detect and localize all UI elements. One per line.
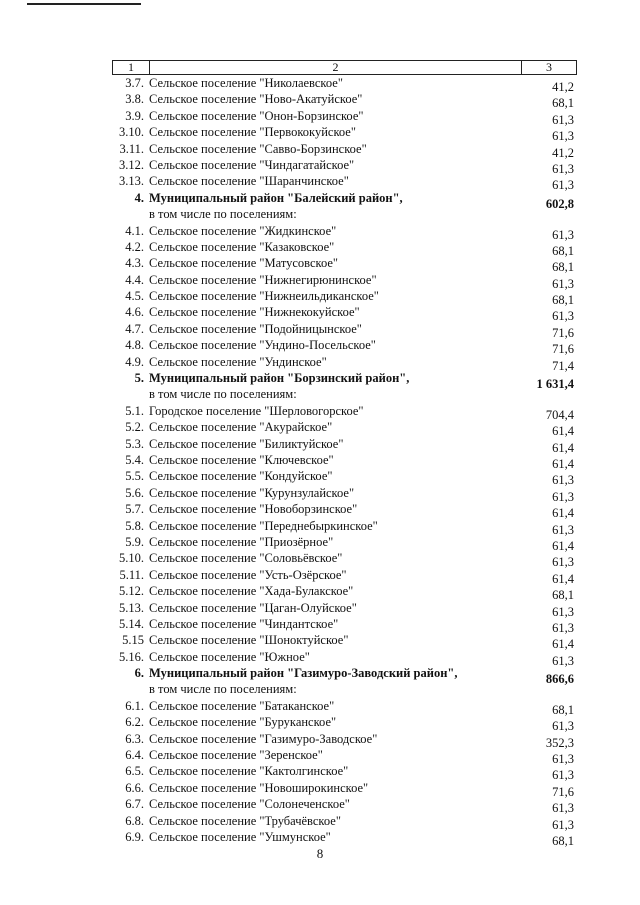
row-number: 5.10. [119,551,144,566]
row-name: Сельское поселение "Подойницынское" [149,321,362,336]
table-row [112,731,577,750]
row-name: Сельское поселение "Переднебыркинское" [149,518,378,533]
district-row [112,370,577,392]
row-value: 61,3 [552,473,574,488]
row-name: Сельское поселение "Ундино-Посельское" [149,338,376,353]
row-name: в том числе по поселениям: [149,682,297,697]
header-col-2: 2 [149,61,522,74]
row-value: 61,3 [552,489,574,504]
row-value: 41,2 [552,145,574,160]
row-number: 6.6. [125,780,144,795]
row-value: 352,3 [545,735,574,750]
row-number: 5.14. [119,616,144,631]
row-name: Сельское поселение "Нижнеильдиканское" [149,289,379,304]
row-value: 61,4 [552,424,574,439]
district-row [112,665,577,687]
row-value: 61,3 [552,604,574,619]
table-row [112,173,577,193]
row-number: 3.9. [125,108,144,123]
row-name: Сельское поселение "Кактолгинское" [149,764,349,779]
allocation-table [112,60,577,848]
row-number: 4.6. [125,305,144,320]
row-number: 6.2. [125,715,144,730]
row-number: 5.7. [125,502,144,517]
table-row [112,468,577,488]
table-row [112,419,577,439]
row-value: 61,4 [552,637,574,652]
row-value: 61,4 [552,538,574,553]
row-name: Сельское поселение "Усть-Озёрское" [149,567,347,582]
row-value: 61,3 [552,752,574,767]
row-value: 61,3 [552,522,574,537]
table-row [112,501,577,521]
row-value: 68,1 [552,833,574,848]
row-value: 71,6 [552,784,574,799]
row-number: 5.6. [125,485,144,500]
row-value: 704,4 [545,407,574,422]
table-row [112,714,577,734]
table-row [112,337,577,357]
header-col-3: 3 [546,60,552,74]
row-number: 6.9. [125,829,144,844]
row-value: 61,4 [552,571,574,586]
row-value: 68,1 [552,243,574,258]
row-name: Сельское поселение "Нижнекокуйское" [149,305,360,320]
row-name: Сельское поселение "Онон-Борзинское" [149,108,364,123]
district-row [112,190,577,211]
row-value: 866,6 [545,672,574,687]
top-rule [27,3,141,5]
row-name: Сельское поселение "Курунзулайское" [149,485,355,500]
table-row [112,124,577,144]
row-value: 61,3 [552,309,574,324]
table-header [112,60,577,75]
row-name: Сельское поселение "Трубачёвское" [149,813,341,828]
row-value: 61,3 [552,555,574,570]
row-number: 5.8. [125,518,144,533]
row-value: 61,3 [552,620,574,635]
row-number: 5.4. [125,452,144,467]
row-name: Сельское поселение "Жидкинское" [149,223,337,238]
table-row [112,829,577,848]
row-number: 6. [134,666,144,681]
row-value: 61,3 [552,161,574,176]
row-name: Сельское поселение "Ключевское" [149,452,334,467]
subheading-row [112,206,577,222]
row-number: 5.16. [119,649,144,664]
table-row [112,813,577,832]
row-name: Сельское поселение "Шоноктуйское" [149,633,349,648]
table-row [112,304,577,324]
row-value: 61,4 [552,456,574,471]
table-row [112,518,577,537]
table-row [112,550,577,570]
row-number: 5.13. [119,600,144,615]
header-col-1: 1 [128,60,134,74]
row-name: Сельское поселение "Цаган-Олуйское" [149,600,357,615]
row-name: Сельское поселение "Буруканское" [149,715,337,730]
row-name: Сельское поселение "Кондуйское" [149,469,333,484]
table-row [112,649,577,668]
row-number: 6.3. [125,731,144,746]
row-name: Сельское поселение "Ушмунское" [149,829,331,844]
row-number: 4.3. [125,256,144,271]
table-row [112,452,577,471]
row-number: 5.3. [125,436,144,451]
row-number: 3.10. [119,125,144,140]
row-value: 68,1 [552,702,574,717]
table-row [112,91,577,111]
row-value: 71,6 [552,342,574,357]
table-row [112,567,577,586]
row-value: 61,3 [552,112,574,127]
row-number: 4.5. [125,289,144,304]
row-name: Сельское поселение "Ново-Акатуйское" [149,92,363,107]
row-number: 4.1. [125,223,144,238]
row-name: Сельское поселение "Николаевское" [149,76,343,90]
row-name: Сельское поселение "Соловьёвское" [149,551,343,566]
row-value: 68,1 [552,260,574,275]
row-name: в том числе по поселениям: [149,387,297,402]
row-number: 4.4. [125,272,144,287]
row-name: Сельское поселение "Первококуйское" [149,125,356,140]
table-row [112,239,577,258]
table-row [112,436,577,455]
row-value: 61,3 [552,276,574,291]
row-value: 41,2 [552,80,574,94]
row-name: Сельское поселение "Биликтуйское" [149,436,344,451]
row-number: 3.11. [119,141,144,156]
table-body [112,75,577,848]
table-row [112,600,577,619]
row-value: 61,3 [552,768,574,783]
row-number: 5.9. [125,534,144,549]
row-name: Сельское поселение "Зеренское" [149,748,323,763]
row-value: 68,1 [552,293,574,308]
row-number: 3.13. [119,174,144,189]
row-name: Сельское поселение "Нижнегирюнинское" [149,272,377,287]
table-row [112,747,577,767]
table-row [112,108,577,127]
row-number: 5.5. [125,469,144,484]
row-name: в том числе по поселениям: [149,207,297,222]
table-row [112,632,577,652]
row-value: 61,3 [552,178,574,193]
table-row [112,141,577,160]
subheading-row [112,681,577,697]
row-name: Муниципальный район "Газимуро-Заводский район", [149,666,458,681]
row-number: 5.2. [125,420,144,435]
row-value: 68,1 [552,96,574,111]
table-row [112,796,577,816]
row-name: Муниципальный район "Балейский район", [149,190,403,205]
row-value: 61,3 [552,653,574,668]
row-name: Сельское поселение "Чиндантское" [149,616,339,631]
row-value: 71,6 [552,325,574,340]
row-number: 6.4. [125,748,144,763]
row-number: 5. [134,371,144,386]
row-number: 5.1. [125,403,144,418]
table-row [112,485,577,504]
table-row [112,534,577,553]
row-number: 4. [134,190,144,205]
row-value: 61,3 [552,227,574,242]
row-name: Сельское поселение "Новоширокинское" [149,780,369,795]
row-value: 71,4 [552,358,574,373]
row-number: 6.1. [125,698,144,713]
row-number: 5.11. [119,567,144,582]
row-name: Сельское поселение "Чиндагатайское" [149,157,355,172]
row-number: 4.7. [125,321,144,336]
table-row [112,403,577,422]
row-name: Сельское поселение "Приозёрное" [149,534,334,549]
page-number: 8 [316,846,324,861]
row-name: Сельское поселение "Солонеченское" [149,797,350,812]
row-number: 4.9. [125,354,144,369]
table-row [112,616,577,635]
row-value: 61,4 [552,506,574,521]
table-row [112,763,577,783]
row-number: 6.5. [125,764,144,779]
table-row [112,583,577,603]
row-value: 61,4 [552,440,574,455]
table-row [112,272,577,291]
table-row [112,157,577,176]
row-value: 1 631,4 [536,377,574,392]
row-number: 3.12. [119,157,144,172]
row-value: 68,1 [552,588,574,603]
row-value: 61,3 [552,801,574,816]
row-name: Сельское поселение "Южное" [149,649,310,664]
row-name: Сельское поселение "Хада-Булакское" [149,584,354,599]
row-number: 4.2. [125,239,144,254]
row-number: 6.7. [125,797,144,812]
row-name: Городское поселение "Шерловогорское" [149,403,364,418]
table-row [112,354,577,373]
table-row [112,780,577,799]
row-number: 4.8. [125,338,144,353]
subheading-row [112,386,577,402]
row-value: 602,8 [545,196,574,211]
table-row [112,698,577,717]
row-value: 61,3 [552,817,574,832]
table-row [112,255,577,275]
row-number: 5.15 [122,633,144,648]
row-value: 61,3 [552,719,574,734]
row-name: Сельское поселение "Матусовское" [149,256,339,271]
row-name: Сельское поселение "Газимуро-Заводское" [149,731,378,746]
row-number: 3.8. [125,92,144,107]
row-name: Сельское поселение "Ундинское" [149,354,327,369]
table-row [112,288,577,308]
row-name: Сельское поселение "Казаковское" [149,239,335,254]
table-row [112,75,577,94]
row-value: 61,3 [552,129,574,144]
row-number: 6.8. [125,813,144,828]
row-name: Сельское поселение "Новоборзинское" [149,502,358,517]
row-number: 3.7. [125,76,144,90]
row-name: Муниципальный район "Борзинский район", [149,371,410,386]
row-name: Сельское поселение "Батаканское" [149,698,335,713]
row-name: Сельское поселение "Акурайское" [149,420,333,435]
table-row [112,223,577,242]
table-row [112,321,577,340]
row-number: 5.12. [119,584,144,599]
row-name: Сельское поселение "Шаранчинское" [149,174,349,189]
row-name: Сельское поселение "Савво-Борзинское" [149,141,367,156]
